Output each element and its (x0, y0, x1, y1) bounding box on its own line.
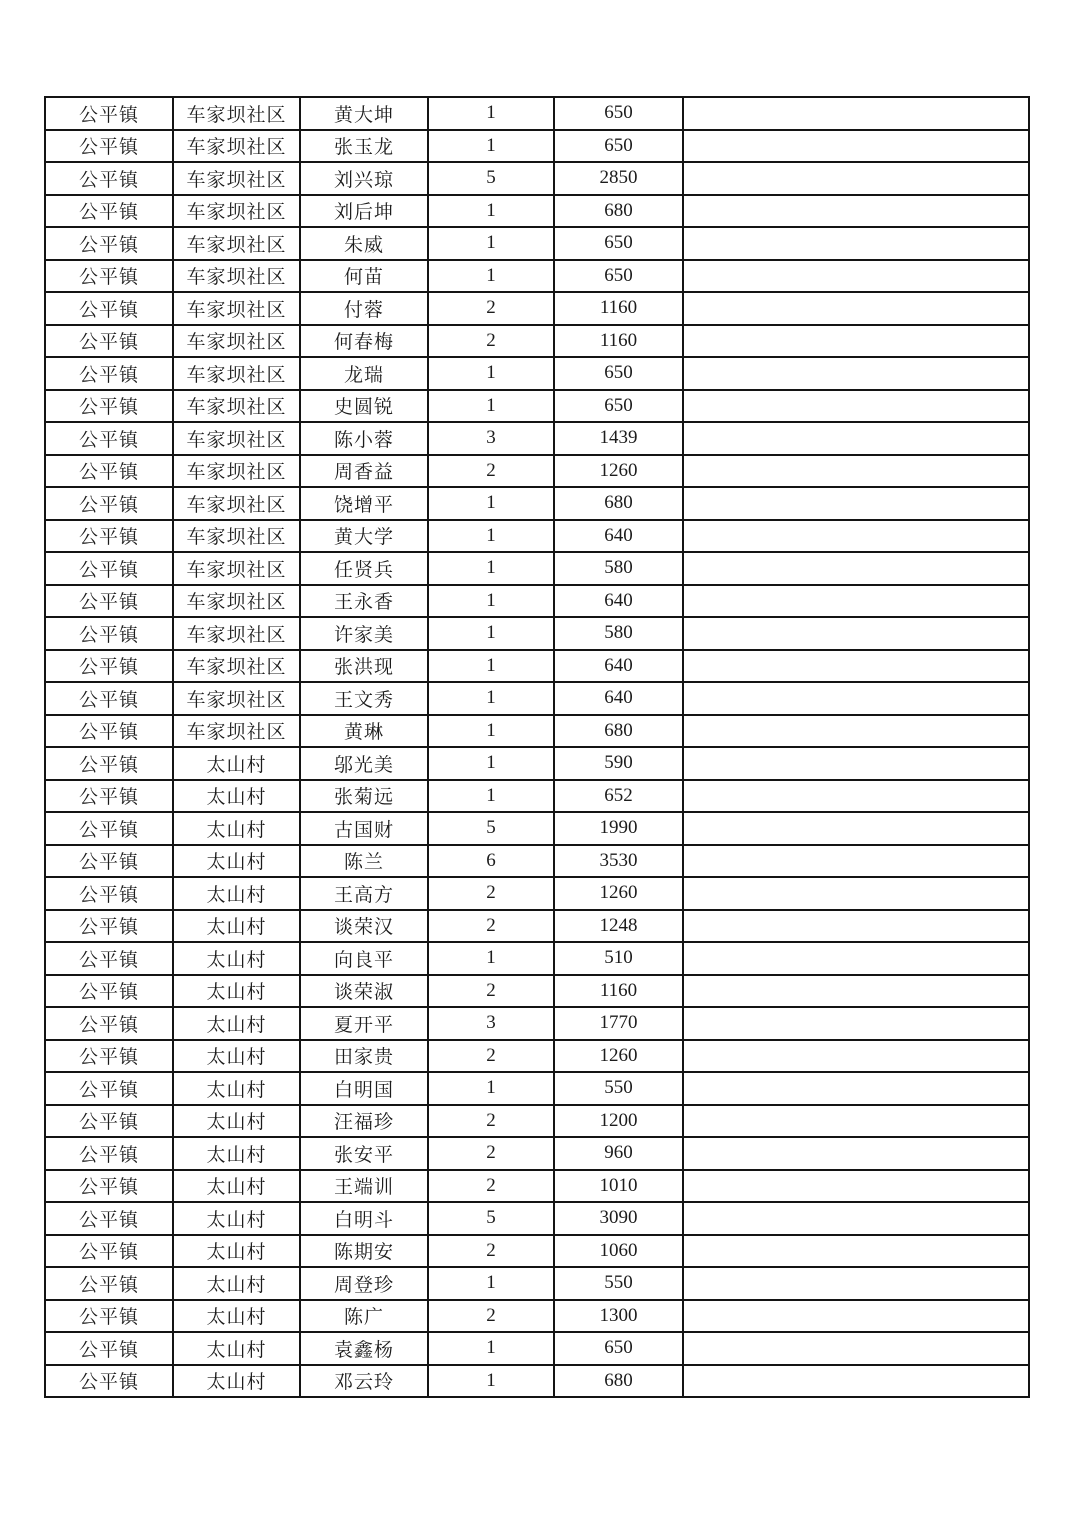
cell-town: 公平镇 (45, 617, 173, 650)
cell-town: 公平镇 (45, 1365, 173, 1398)
cell-town: 公平镇 (45, 877, 173, 910)
cell-community: 太山村 (173, 845, 300, 878)
cell-name: 田家贵 (300, 1040, 428, 1073)
cell-note (683, 195, 1029, 228)
cell-count: 3 (428, 1007, 554, 1040)
cell-name: 何春梅 (300, 325, 428, 358)
cell-community: 车家坝社区 (173, 390, 300, 423)
cell-amount: 650 (554, 390, 683, 423)
table-row (45, 780, 1029, 813)
cell-name: 袁鑫杨 (300, 1332, 428, 1365)
cell-amount: 650 (554, 1332, 683, 1365)
cell-town: 公平镇 (45, 292, 173, 325)
cell-community: 太山村 (173, 942, 300, 975)
cell-name: 王高方 (300, 877, 428, 910)
cell-note (683, 975, 1029, 1008)
cell-count: 1 (428, 585, 554, 618)
cell-town: 公平镇 (45, 1235, 173, 1268)
table-row (45, 292, 1029, 325)
cell-community: 太山村 (173, 1007, 300, 1040)
cell-name: 王端训 (300, 1170, 428, 1203)
cell-name: 白明国 (300, 1072, 428, 1105)
cell-amount: 652 (554, 780, 683, 813)
cell-amount: 650 (554, 260, 683, 293)
cell-amount: 1160 (554, 292, 683, 325)
cell-amount: 1770 (554, 1007, 683, 1040)
cell-community: 太山村 (173, 1365, 300, 1398)
cell-town: 公平镇 (45, 747, 173, 780)
table-row (45, 975, 1029, 1008)
cell-count: 1 (428, 357, 554, 390)
cell-note (683, 1007, 1029, 1040)
cell-count: 2 (428, 292, 554, 325)
cell-note (683, 1170, 1029, 1203)
table-row (45, 162, 1029, 195)
cell-name: 龙瑞 (300, 357, 428, 390)
cell-town: 公平镇 (45, 682, 173, 715)
cell-amount: 1439 (554, 422, 683, 455)
cell-community: 太山村 (173, 1040, 300, 1073)
cell-name: 许家美 (300, 617, 428, 650)
cell-community: 太山村 (173, 1332, 300, 1365)
cell-community: 车家坝社区 (173, 552, 300, 585)
cell-town: 公平镇 (45, 260, 173, 293)
cell-town: 公平镇 (45, 325, 173, 358)
cell-community: 太山村 (173, 780, 300, 813)
cell-note (683, 942, 1029, 975)
cell-note (683, 1072, 1029, 1105)
cell-note (683, 390, 1029, 423)
cell-note (683, 845, 1029, 878)
cell-note (683, 520, 1029, 553)
cell-town: 公平镇 (45, 552, 173, 585)
cell-community: 车家坝社区 (173, 455, 300, 488)
table-row (45, 1105, 1029, 1138)
table-row (45, 942, 1029, 975)
cell-amount: 550 (554, 1267, 683, 1300)
cell-note (683, 1202, 1029, 1235)
table-row (45, 617, 1029, 650)
cell-count: 5 (428, 1202, 554, 1235)
cell-count: 1 (428, 552, 554, 585)
cell-note (683, 292, 1029, 325)
cell-count: 2 (428, 1105, 554, 1138)
cell-town: 公平镇 (45, 130, 173, 163)
cell-community: 太山村 (173, 747, 300, 780)
cell-note (683, 1235, 1029, 1268)
table-row (45, 1235, 1029, 1268)
cell-count: 1 (428, 1365, 554, 1398)
cell-name: 谈荣淑 (300, 975, 428, 1008)
cell-town: 公平镇 (45, 520, 173, 553)
table-row (45, 1267, 1029, 1300)
cell-town: 公平镇 (45, 357, 173, 390)
cell-name: 任贤兵 (300, 552, 428, 585)
cell-town: 公平镇 (45, 1332, 173, 1365)
cell-note (683, 260, 1029, 293)
cell-note (683, 487, 1029, 520)
cell-amount: 1990 (554, 812, 683, 845)
cell-note (683, 455, 1029, 488)
cell-count: 2 (428, 1040, 554, 1073)
table-row (45, 227, 1029, 260)
cell-name: 刘兴琼 (300, 162, 428, 195)
cell-community: 太山村 (173, 877, 300, 910)
cell-community: 车家坝社区 (173, 357, 300, 390)
cell-town: 公平镇 (45, 1170, 173, 1203)
cell-amount: 510 (554, 942, 683, 975)
cell-amount: 640 (554, 682, 683, 715)
table-row (45, 357, 1029, 390)
cell-name: 刘后坤 (300, 195, 428, 228)
cell-count: 2 (428, 1235, 554, 1268)
table-row (45, 487, 1029, 520)
cell-community: 车家坝社区 (173, 227, 300, 260)
cell-amount: 2850 (554, 162, 683, 195)
cell-town: 公平镇 (45, 1300, 173, 1333)
table-row (45, 325, 1029, 358)
cell-town: 公平镇 (45, 1137, 173, 1170)
cell-community: 太山村 (173, 1202, 300, 1235)
table-row (45, 1072, 1029, 1105)
table-row (45, 97, 1029, 130)
table-row (45, 390, 1029, 423)
cell-name: 何苗 (300, 260, 428, 293)
cell-town: 公平镇 (45, 97, 173, 130)
cell-amount: 580 (554, 617, 683, 650)
cell-amount: 1200 (554, 1105, 683, 1138)
cell-count: 1 (428, 130, 554, 163)
cell-amount: 1060 (554, 1235, 683, 1268)
cell-note (683, 552, 1029, 585)
cell-name: 付蓉 (300, 292, 428, 325)
cell-amount: 640 (554, 520, 683, 553)
cell-amount: 1248 (554, 910, 683, 943)
cell-note (683, 780, 1029, 813)
cell-amount: 3530 (554, 845, 683, 878)
cell-note (683, 1105, 1029, 1138)
cell-name: 周香益 (300, 455, 428, 488)
cell-note (683, 97, 1029, 130)
table-row (45, 195, 1029, 228)
cell-note (683, 422, 1029, 455)
cell-name: 黄琳 (300, 715, 428, 748)
table-row (45, 747, 1029, 780)
cell-amount: 1260 (554, 877, 683, 910)
table-row (45, 715, 1029, 748)
cell-community: 太山村 (173, 812, 300, 845)
cell-name: 黄大坤 (300, 97, 428, 130)
cell-town: 公平镇 (45, 780, 173, 813)
table-row (45, 1365, 1029, 1398)
cell-town: 公平镇 (45, 195, 173, 228)
cell-count: 2 (428, 975, 554, 1008)
cell-count: 1 (428, 942, 554, 975)
cell-name: 陈期安 (300, 1235, 428, 1268)
cell-note (683, 650, 1029, 683)
table-row (45, 877, 1029, 910)
cell-count: 3 (428, 422, 554, 455)
cell-note (683, 682, 1029, 715)
table-body (45, 97, 1029, 1397)
cell-town: 公平镇 (45, 975, 173, 1008)
cell-note (683, 162, 1029, 195)
cell-community: 车家坝社区 (173, 682, 300, 715)
cell-community: 车家坝社区 (173, 325, 300, 358)
cell-town: 公平镇 (45, 910, 173, 943)
cell-note (683, 910, 1029, 943)
cell-amount: 1260 (554, 455, 683, 488)
cell-name: 饶增平 (300, 487, 428, 520)
cell-count: 1 (428, 715, 554, 748)
cell-note (683, 1300, 1029, 1333)
cell-name: 朱威 (300, 227, 428, 260)
cell-amount: 650 (554, 227, 683, 260)
cell-amount: 680 (554, 1365, 683, 1398)
cell-town: 公平镇 (45, 715, 173, 748)
cell-community: 车家坝社区 (173, 650, 300, 683)
cell-community: 车家坝社区 (173, 422, 300, 455)
cell-amount: 580 (554, 552, 683, 585)
cell-note (683, 617, 1029, 650)
cell-count: 2 (428, 1300, 554, 1333)
table-row (45, 520, 1029, 553)
table-row (45, 1170, 1029, 1203)
cell-name: 陈小蓉 (300, 422, 428, 455)
cell-note (683, 227, 1029, 260)
cell-town: 公平镇 (45, 650, 173, 683)
cell-name: 向良平 (300, 942, 428, 975)
cell-name: 谈荣汉 (300, 910, 428, 943)
cell-community: 太山村 (173, 1300, 300, 1333)
cell-count: 2 (428, 877, 554, 910)
cell-count: 1 (428, 227, 554, 260)
cell-amount: 680 (554, 715, 683, 748)
cell-community: 太山村 (173, 1105, 300, 1138)
cell-name: 王永香 (300, 585, 428, 618)
cell-name: 邓云玲 (300, 1365, 428, 1398)
cell-town: 公平镇 (45, 585, 173, 618)
cell-community: 太山村 (173, 1137, 300, 1170)
table-row (45, 585, 1029, 618)
cell-town: 公平镇 (45, 845, 173, 878)
cell-amount: 1260 (554, 1040, 683, 1073)
cell-name: 白明斗 (300, 1202, 428, 1235)
cell-name: 黄大学 (300, 520, 428, 553)
cell-count: 2 (428, 1170, 554, 1203)
cell-count: 1 (428, 780, 554, 813)
table-row (45, 1300, 1029, 1333)
cell-name: 史圆锐 (300, 390, 428, 423)
table-row (45, 1137, 1029, 1170)
cell-note (683, 877, 1029, 910)
cell-note (683, 1137, 1029, 1170)
cell-count: 1 (428, 520, 554, 553)
cell-name: 陈兰 (300, 845, 428, 878)
cell-amount: 640 (554, 585, 683, 618)
cell-name: 王文秀 (300, 682, 428, 715)
cell-community: 车家坝社区 (173, 487, 300, 520)
cell-amount: 1160 (554, 325, 683, 358)
cell-town: 公平镇 (45, 162, 173, 195)
cell-amount: 680 (554, 195, 683, 228)
cell-note (683, 130, 1029, 163)
cell-amount: 650 (554, 97, 683, 130)
cell-community: 太山村 (173, 1170, 300, 1203)
cell-amount: 960 (554, 1137, 683, 1170)
cell-town: 公平镇 (45, 1105, 173, 1138)
cell-community: 车家坝社区 (173, 715, 300, 748)
cell-amount: 590 (554, 747, 683, 780)
cell-count: 1 (428, 1267, 554, 1300)
cell-community: 车家坝社区 (173, 195, 300, 228)
cell-count: 1 (428, 390, 554, 423)
cell-amount: 680 (554, 487, 683, 520)
table-row (45, 812, 1029, 845)
cell-community: 太山村 (173, 910, 300, 943)
cell-amount: 3090 (554, 1202, 683, 1235)
cell-count: 2 (428, 325, 554, 358)
cell-town: 公平镇 (45, 455, 173, 488)
cell-community: 太山村 (173, 975, 300, 1008)
cell-town: 公平镇 (45, 1007, 173, 1040)
cell-amount: 650 (554, 357, 683, 390)
cell-amount: 650 (554, 130, 683, 163)
cell-note (683, 1365, 1029, 1398)
cell-amount: 1300 (554, 1300, 683, 1333)
cell-count: 1 (428, 97, 554, 130)
cell-name: 张安平 (300, 1137, 428, 1170)
cell-count: 1 (428, 682, 554, 715)
cell-name: 邬光美 (300, 747, 428, 780)
payment-table (44, 96, 1030, 1398)
cell-town: 公平镇 (45, 422, 173, 455)
cell-count: 1 (428, 617, 554, 650)
table-row (45, 1040, 1029, 1073)
cell-count: 5 (428, 812, 554, 845)
cell-name: 张菊远 (300, 780, 428, 813)
cell-count: 6 (428, 845, 554, 878)
cell-amount: 550 (554, 1072, 683, 1105)
cell-community: 车家坝社区 (173, 260, 300, 293)
cell-name: 张玉龙 (300, 130, 428, 163)
cell-note (683, 325, 1029, 358)
cell-town: 公平镇 (45, 1267, 173, 1300)
cell-count: 1 (428, 260, 554, 293)
cell-note (683, 1267, 1029, 1300)
table-row (45, 260, 1029, 293)
cell-name: 周登珍 (300, 1267, 428, 1300)
cell-count: 1 (428, 650, 554, 683)
cell-community: 车家坝社区 (173, 97, 300, 130)
table-row (45, 910, 1029, 943)
cell-community: 车家坝社区 (173, 585, 300, 618)
cell-count: 5 (428, 162, 554, 195)
cell-community: 太山村 (173, 1072, 300, 1105)
cell-town: 公平镇 (45, 1202, 173, 1235)
cell-town: 公平镇 (45, 1040, 173, 1073)
cell-community: 车家坝社区 (173, 617, 300, 650)
cell-count: 1 (428, 487, 554, 520)
table-row (45, 845, 1029, 878)
cell-count: 1 (428, 1332, 554, 1365)
cell-note (683, 1332, 1029, 1365)
table-row (45, 422, 1029, 455)
table-row (45, 1202, 1029, 1235)
table-row (45, 130, 1029, 163)
cell-count: 1 (428, 747, 554, 780)
table-row (45, 1332, 1029, 1365)
cell-community: 车家坝社区 (173, 520, 300, 553)
cell-amount: 1010 (554, 1170, 683, 1203)
cell-name: 陈广 (300, 1300, 428, 1333)
cell-town: 公平镇 (45, 390, 173, 423)
cell-note (683, 812, 1029, 845)
cell-community: 车家坝社区 (173, 162, 300, 195)
cell-amount: 1160 (554, 975, 683, 1008)
cell-community: 太山村 (173, 1235, 300, 1268)
cell-count: 2 (428, 455, 554, 488)
cell-note (683, 357, 1029, 390)
cell-town: 公平镇 (45, 942, 173, 975)
cell-name: 夏开平 (300, 1007, 428, 1040)
cell-name: 古国财 (300, 812, 428, 845)
cell-town: 公平镇 (45, 1072, 173, 1105)
table-row (45, 650, 1029, 683)
cell-count: 2 (428, 910, 554, 943)
table-row (45, 1007, 1029, 1040)
cell-note (683, 1040, 1029, 1073)
cell-community: 车家坝社区 (173, 292, 300, 325)
cell-count: 1 (428, 1072, 554, 1105)
cell-community: 太山村 (173, 1267, 300, 1300)
table-row (45, 682, 1029, 715)
cell-count: 2 (428, 1137, 554, 1170)
cell-name: 张洪现 (300, 650, 428, 683)
cell-note (683, 715, 1029, 748)
cell-note (683, 747, 1029, 780)
cell-count: 1 (428, 195, 554, 228)
table-row (45, 552, 1029, 585)
cell-town: 公平镇 (45, 227, 173, 260)
cell-amount: 640 (554, 650, 683, 683)
cell-town: 公平镇 (45, 487, 173, 520)
cell-name: 汪福珍 (300, 1105, 428, 1138)
cell-town: 公平镇 (45, 812, 173, 845)
cell-community: 车家坝社区 (173, 130, 300, 163)
table-row (45, 455, 1029, 488)
cell-note (683, 585, 1029, 618)
